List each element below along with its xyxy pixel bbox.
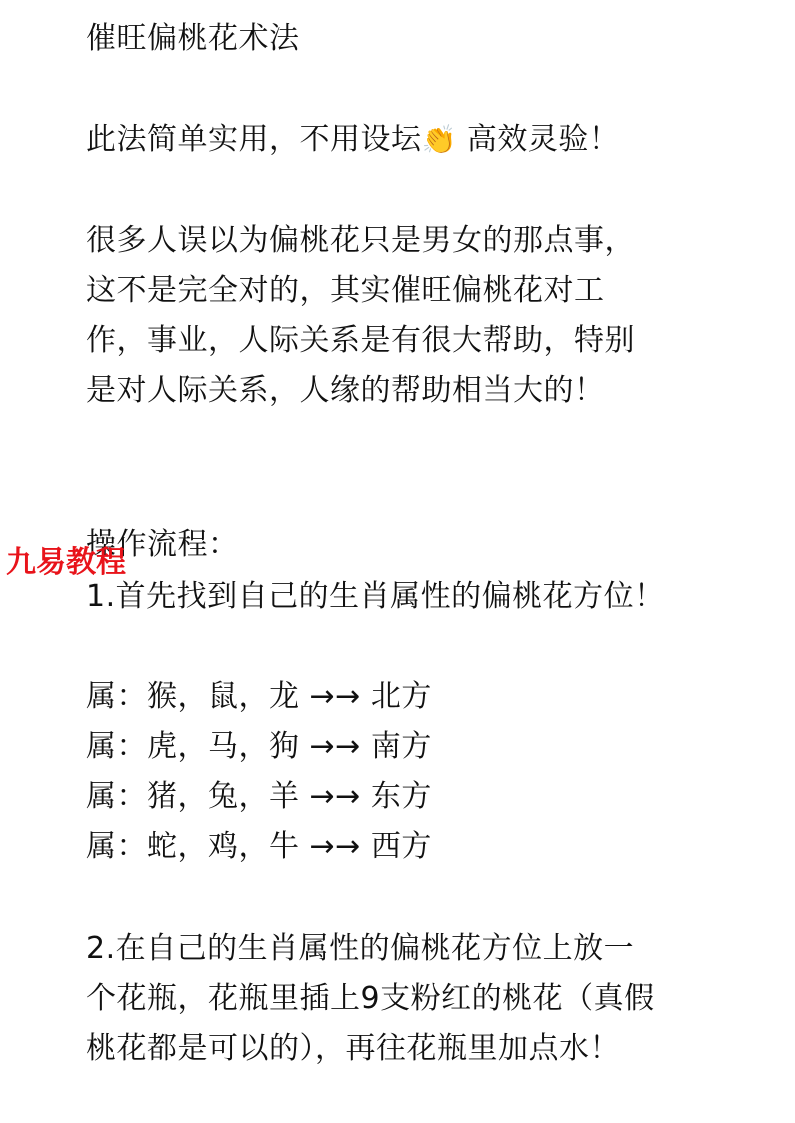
zodiac-direction-row: 属：猪，兔，羊 →→ 东方 <box>86 779 432 814</box>
zodiac-direction-row: 属：蛇，鸡，牛 →→ 西方 <box>86 829 432 864</box>
paragraph-line: 是对人际关系，人缘的帮助相当大的！ <box>86 373 605 408</box>
step-one: 1.首先找到自己的生肖属性的偏桃花方位！ <box>86 579 665 614</box>
step-two-line: 2.在自己的生肖属性的偏桃花方位上放一 <box>86 931 635 966</box>
paragraph-line: 很多人误以为偏桃花只是男女的那点事， <box>86 223 635 258</box>
paragraph-line: 这不是完全对的，其实催旺偏桃花对工 <box>86 273 605 308</box>
zodiac-direction-row: 属：虎，马，狗 →→ 南方 <box>86 729 432 764</box>
step-two-line: 桃花都是可以的），再往花瓶里加点水！ <box>86 1031 620 1066</box>
zodiac-direction-row: 属：猴，鼠，龙 →→ 北方 <box>86 679 432 714</box>
clapping-hands-icon: 👏 <box>421 123 457 156</box>
paragraph-line: 作，事业，人际关系是有很大帮助，特别 <box>86 323 635 358</box>
procedure-heading: 操作流程： <box>86 527 239 562</box>
watermark-text: 九易教程 <box>6 545 126 580</box>
intro-text: 此法简单实用，不用设坛 <box>86 122 422 157</box>
document-title: 催旺偏桃花术法 <box>86 21 300 56</box>
step-two-line: 个花瓶，花瓶里插上9支粉红的桃花（真假 <box>86 981 655 1016</box>
intro-text-tail: 高效灵验！ <box>456 122 620 157</box>
intro-line <box>86 115 619 165</box>
